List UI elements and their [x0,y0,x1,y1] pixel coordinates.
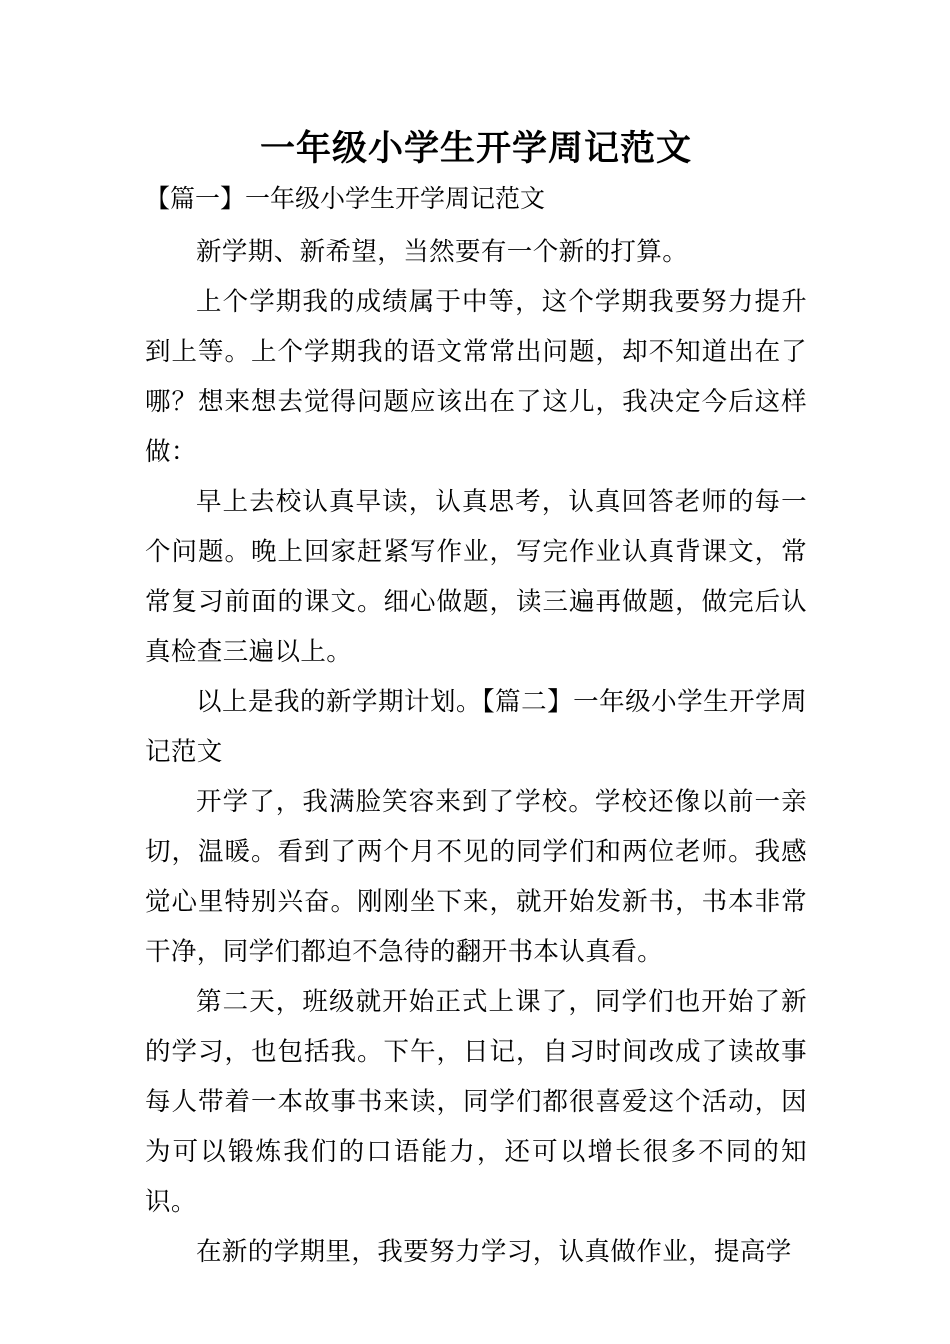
paragraph-5: 开学了，我满脸笑容来到了学校。学校还像以前一亲切，温暖。看到了两个月不见的同学们和两位老师。我感觉心里特别兴奋。刚刚坐下来，就开始发新书，书本非常干净，同学们都迫不急待的翻开书本认真看。 [145,787,807,967]
paragraph-1: 新学期、新希望，当然要有一个新的打算。 [196,237,689,267]
section-heading: 【篇一】一年级小学生开学周记范文 [145,184,546,213]
paragraph-3: 早上去校认真早读，认真思考，认真回答老师的每一个问题。晚上回家赶紧写作业，写完作业认真背课文，常常复习前面的课文。细心做题，读三遍再做题，做完后认真检查三遍以上。 [145,487,807,667]
paragraph-6: 第二天，班级就开始正式上课了，同学们也开始了新的学习，也包括我。下午，日记，自习时间改成了读故事每人带着一本故事书来读，同学们都很喜爱这个活动，因为可以锻炼我们的口语能力，还可以增长很多不同的知识。 [145,987,807,1217]
paragraph-4: 以上是我的新学期计划。【篇二】一年级小学生开学周记范文 [145,687,807,767]
paragraph-2: 上个学期我的成绩属于中等，这个学期我要努力提升到上等。上个学期我的语文常常出问题，却不知道出在了哪？想来想去觉得问题应该出在了这儿，我决定今后这样做： [145,287,807,467]
document-page [145,125,807,1277]
paragraph-7: 在新的学期里，我要努力学习，认真做作业，提高学 [196,1237,792,1267]
document-title: 一年级小学生开学周记范文 [259,128,692,169]
